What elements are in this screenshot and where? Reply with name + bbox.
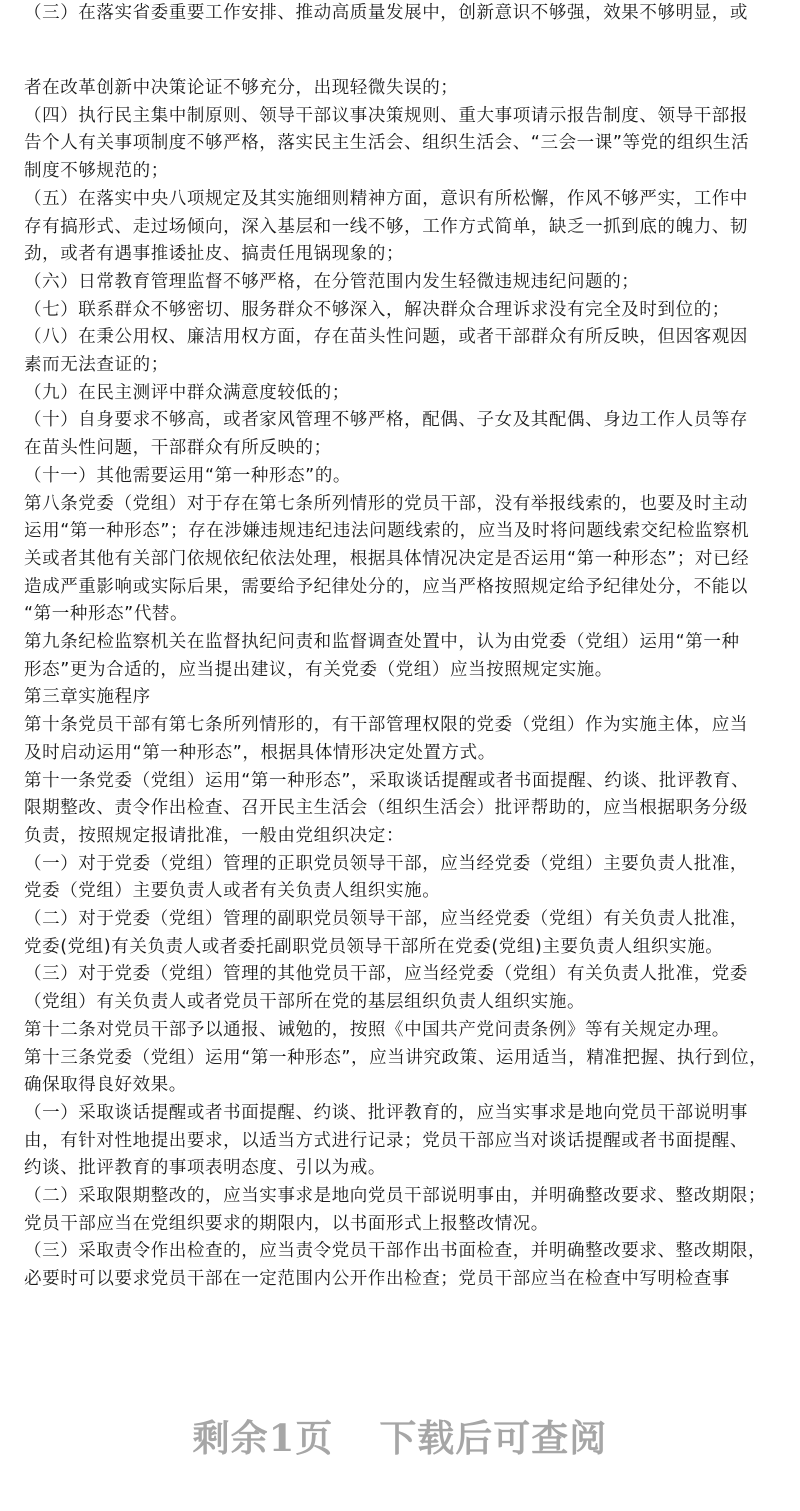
text-line: （六）日常教育管理监督不够严格，在分管范围内发生轻微违规违纪问题的； (24, 271, 640, 292)
text-line: “第一种形态”代替。 (24, 604, 189, 625)
text-line: 第九条纪检监察机关在监督执纪问责和监督调查处置中，认为由党委（党组）运用“第一种 (24, 632, 740, 652)
text-line: （一）采取谈话提醒或者书面提醒、约谈、批评教育的，应当实事求是地向党员干部说明事 (24, 1102, 748, 1123)
text-line: 告个人有关事项制度不够严格，落实民主生活会、组织生活会、“三会一课”等党的组织生活 (24, 133, 750, 154)
text-line: 及时启动运用“第一种形态”，根据具体情形决定处置方式。 (24, 742, 496, 763)
text-line: 党员干部应当在党组织要求的期限内，以书面形式上报整改情况。 (24, 1213, 549, 1234)
text-line: （二）采取限期整改的，应当实事求是地向党员干部说明事由，并明确整改要求、整改期限； (24, 1186, 767, 1206)
download-prompt[interactable] (0, 1408, 800, 1462)
text-line: 第十一条党委（党组）运用“第一种形态”，采取谈话提醒或者书面提醒、约谈、批评教育、 (24, 770, 750, 791)
download-to-view-label[interactable]: 下载后可查阅 (379, 1416, 608, 1460)
text-line: （八）在秉公用权、廉洁用权方面，存在苗头性问题，或者干部群众有所反映，但因客观因 (24, 327, 748, 348)
text-line: 限期整改、责令作出检查、召开民主生活会（组织生活会）批评帮助的，应当根据职务分级 (24, 798, 748, 819)
text-line: 党委(党组)有关负责人或者委托副职党员领导干部所在党委(党组)主要负责人组织实施。 (24, 936, 724, 957)
text-line: （九）在民主测评中群众满意度较低的； (24, 382, 350, 403)
text-line: 形态”更为合适的，应当提出建议，有关党委（党组）应当按照规定实施。 (24, 659, 613, 680)
text-line: 第十三条党委（党组）运用“第一种形态”，应当讲究政策、运用适当，精准把握、执行到位， (24, 1047, 768, 1068)
text-line: 在苗头性问题，干部群众有所反映的； (24, 438, 332, 459)
text-line: （七）联系群众不够密切、服务群众不够深入，解决群众合理诉求没有完全及时到位的； (24, 299, 730, 320)
text-line: （一）对于党委（党组）管理的正职党员领导干部，应当经党委（党组）主要负责人批准， (24, 853, 748, 874)
text-line: 约谈、批评教育的事项表明态度、引以为戒。 (24, 1158, 386, 1179)
text-line: 必要时可以要求党员干部在一定范围内公开作出检查；党员干部应当在检查中写明检查事 (24, 1269, 730, 1290)
text-line: 存有搞形式、走过场倾向，深入基层和一线不够，工作方式简单，缺乏一抓到底的魄力、韧 (24, 216, 748, 237)
text-line: （三）采取责令作出检查的，应当责令党员干部作出书面检查，并明确整改要求、整改期限， (24, 1241, 767, 1262)
text-line: 第三章实施程序 (24, 687, 151, 708)
text-line: 党委（党组）主要负责人或者有关负责人组织实施。 (24, 881, 441, 902)
text-line: 劲，或者有遇事推诿扯皮、搞责任甩锅现象的； (24, 244, 405, 265)
text-line: （三）对于党委（党组）管理的其他党员干部，应当经党委（党组）有关负责人批准，党委 (24, 964, 748, 985)
text-line: （二）对于党委（党组）管理的副职党员领导干部，应当经党委（党组）有关负责人批准， (24, 909, 748, 929)
remaining-pages-label[interactable]: 剩余1页 (192, 1416, 334, 1460)
text-line: 第八条党委（党组）对于存在第七条所列情形的党员干部，没有举报线索的，也要及时主动 (24, 493, 748, 514)
text-line: 第十条党员干部有第七条所列情形的，有干部管理权限的党委（党组）作为实施主体，应当 (24, 715, 748, 736)
text-line: 者在改革创新中决策论证不够充分，出现轻微失误的； (24, 78, 459, 98)
text-line: 负责，按照规定报请批准，一般由党组织决定： (24, 825, 405, 846)
text-line: 由，有针对性地提出要求，以适当方式进行记录；党员干部应当对谈话提醒或者书面提醒、 (24, 1130, 748, 1151)
text-line: （党组）有关负责人或者党员干部所在党的基层组织负责人组织实施。 (24, 992, 586, 1013)
text-line: 素而无法查证的； (24, 355, 169, 375)
text-line-first: （三）在落实省委重要工作安排、推动高质量发展中，创新意识不够强，效果不够明显，或 (24, 3, 748, 23)
text-line: （四）执行民主集中制原则、领导干部议事决策规则、重大事项请示报告制度、领导干部报 (24, 105, 748, 126)
text-line: 运用“第一种形态”；存在涉嫌违规违纪违法问题线索的，应当及时将问题线索交纪检监察机 (24, 521, 750, 542)
text-line: 确保取得良好效果。 (24, 1075, 187, 1096)
text-line: 制度不够规范的； (24, 161, 169, 182)
text-line: 第十二条对党员干部予以通报、诫勉的，按照《中国共产党问责条例》等有关规定办理。 (24, 1019, 730, 1040)
text-line: （十一）其他需要运用“第一种形态”的。 (24, 465, 352, 486)
text-line: （五）在落实中央八项规定及其实施细则精神方面，意识有所松懈，作风不够严实，工作中 (24, 188, 748, 209)
text-line: 关或者其他有关部门依规依纪依法处理，根据具体情况决定是否运用“第一种形态”；对已经 (24, 548, 750, 569)
text-line: 造成严重影响或实际后果，需要给予纪律处分的，应当严格按照规定给予纪律处分，不能以 (24, 576, 748, 597)
text-line: （十）自身要求不够高，或者家风管理不够严格，配偶、子女及其配偶、身边工作人员等存 (24, 410, 748, 431)
